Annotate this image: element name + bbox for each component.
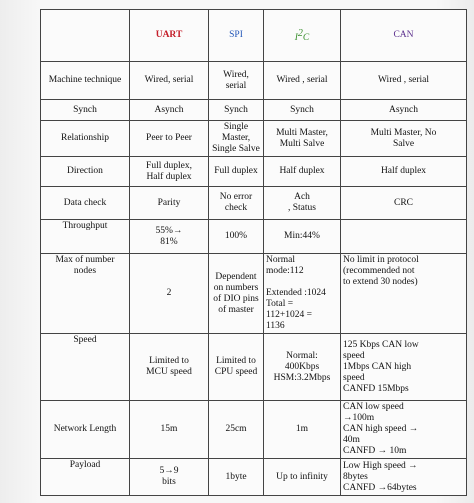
cell-spi: No error check bbox=[209, 187, 264, 220]
cell-i2c: Normal mode:112 Extended :1024 Total = 112+1024 = 1136 bbox=[264, 254, 341, 334]
cell-spi: Full duplex bbox=[209, 157, 264, 187]
cell-uart: 15m bbox=[130, 401, 209, 459]
header-uart: UART bbox=[130, 10, 209, 62]
cell-spi: 1byte bbox=[209, 459, 264, 496]
row-label-cell: Speed bbox=[41, 334, 130, 401]
table-row bbox=[41, 401, 467, 459]
cell-can: Multi Master, No Salve bbox=[341, 121, 467, 157]
table-row bbox=[41, 157, 467, 187]
cell-can: CAN low speed →100m CAN high speed → 40m CANFD → 10m bbox=[341, 401, 467, 459]
cell-uart: Full duplex, Half duplex bbox=[130, 157, 209, 187]
row-label-cell: Max of number nodes bbox=[41, 254, 130, 334]
cell-can: Half duplex bbox=[341, 157, 467, 187]
cell-spi: 25cm bbox=[209, 401, 264, 459]
table-row bbox=[41, 62, 467, 100]
protocol-comparison-table bbox=[40, 9, 467, 496]
cell-uart: 5→9 bits bbox=[130, 459, 209, 496]
table-row bbox=[41, 254, 467, 334]
header-i2c: $I^2C$ bbox=[264, 10, 341, 62]
cell-can: No limit in protocol (recommended not to extend 30 nodes) bbox=[341, 254, 467, 334]
row-label-cell: Throughput bbox=[41, 220, 130, 254]
cell-spi: Dependent on numbers of DIO pins of master bbox=[209, 254, 264, 334]
cell-spi: 100% bbox=[209, 220, 264, 254]
cell-can: Asynch bbox=[341, 100, 467, 121]
table-row bbox=[41, 100, 467, 121]
cell-i2c: Multi Master, Multi Salve bbox=[264, 121, 341, 157]
cell-spi: Synch bbox=[209, 100, 264, 121]
cell-i2c: Ach , Status bbox=[264, 187, 341, 220]
cell-i2c: Up to infinity bbox=[264, 459, 341, 496]
row-label-cell: Direction bbox=[41, 157, 130, 187]
cell-uart: Parity bbox=[130, 187, 209, 220]
cell-can: Low High speed → 8bytes CANFD →64bytes bbox=[341, 459, 467, 496]
cell-uart: Limited to MCU speed bbox=[130, 334, 209, 401]
header-empty-cell bbox=[41, 10, 130, 62]
row-label-cell: Machine technique bbox=[41, 62, 130, 100]
row-label-cell: Payload bbox=[41, 459, 130, 496]
cell-uart: 2 bbox=[130, 254, 209, 334]
cell-i2c: Normal: 400Kbps HSM:3.2Mbps bbox=[264, 334, 341, 401]
table-row bbox=[41, 459, 467, 496]
cell-uart: Wired, serial bbox=[130, 62, 209, 100]
table-row bbox=[41, 334, 467, 401]
cell-can: CRC bbox=[341, 187, 467, 220]
cell-uart: 55%→ 81% bbox=[130, 220, 209, 254]
table-row bbox=[41, 187, 467, 220]
cell-i2c: Min:44% bbox=[264, 220, 341, 254]
row-label-cell: Synch bbox=[41, 100, 130, 121]
cell-uart: Peer to Peer bbox=[130, 121, 209, 157]
table-row bbox=[41, 220, 467, 254]
row-label-cell: Network Length bbox=[41, 401, 130, 459]
cell-i2c: Half duplex bbox=[264, 157, 341, 187]
row-label-cell: Data check bbox=[41, 187, 130, 220]
header-spi: SPI bbox=[209, 10, 264, 62]
cell-spi: Wired, serial bbox=[209, 62, 264, 100]
table-row bbox=[41, 121, 467, 157]
cell-spi: Single Master, Single Salve bbox=[209, 121, 264, 157]
cell-i2c: Wired , serial bbox=[264, 62, 341, 100]
cell-uart: Asynch bbox=[130, 100, 209, 121]
cell-can: Wired , serial bbox=[341, 62, 467, 100]
row-label-cell: Relationship bbox=[41, 121, 130, 157]
cell-spi: Limited to CPU speed bbox=[209, 334, 264, 401]
cell-can: 125 Kbps CAN low speed 1Mbps CAN high speed CANFD 15Mbps bbox=[341, 334, 467, 401]
cell-i2c: 1m bbox=[264, 401, 341, 459]
header-row bbox=[41, 10, 467, 62]
cell-i2c: Synch bbox=[264, 100, 341, 121]
header-can: CAN bbox=[341, 10, 467, 62]
cell-can bbox=[341, 220, 467, 254]
